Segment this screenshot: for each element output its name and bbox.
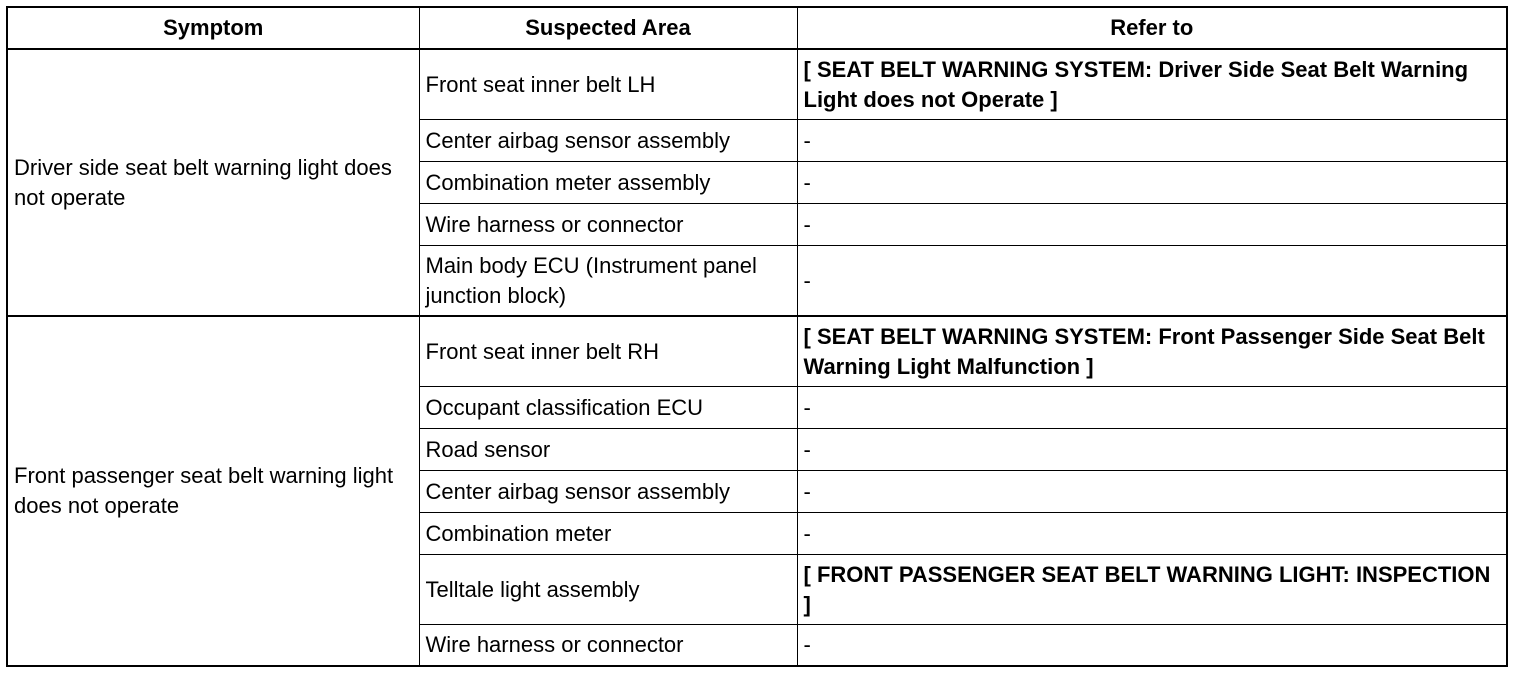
symptom-cell: Front passenger seat belt warning light does not operate xyxy=(7,316,419,666)
suspected-area-cell: Center airbag sensor assembly xyxy=(419,120,797,162)
suspected-area-cell: Combination meter assembly xyxy=(419,162,797,204)
refer-to-cell: - xyxy=(797,429,1507,471)
problem-symptoms-table xyxy=(6,6,1508,667)
suspected-area-cell: Telltale light assembly xyxy=(419,555,797,625)
suspected-area-cell: Wire harness or connector xyxy=(419,204,797,246)
table-row xyxy=(7,49,1507,120)
suspected-area-cell: Center airbag sensor assembly xyxy=(419,471,797,513)
header-refer-to: Refer to xyxy=(797,7,1507,49)
suspected-area-cell: Front seat inner belt LH xyxy=(419,49,797,120)
header-suspected-area: Suspected Area xyxy=(419,7,797,49)
table-row xyxy=(7,316,1507,387)
refer-to-link[interactable]: [ SEAT BELT WARNING SYSTEM: Front Passenger Side Seat Belt Warning Light Malfunction ] xyxy=(797,316,1507,387)
refer-to-cell: - xyxy=(797,625,1507,667)
header-symptom: Symptom xyxy=(7,7,419,49)
refer-to-cell: - xyxy=(797,471,1507,513)
suspected-area-cell: Front seat inner belt RH xyxy=(419,316,797,387)
refer-to-cell: - xyxy=(797,246,1507,317)
suspected-area-cell: Combination meter xyxy=(419,513,797,555)
suspected-area-cell: Wire harness or connector xyxy=(419,625,797,667)
refer-to-cell: - xyxy=(797,387,1507,429)
refer-to-cell: - xyxy=(797,204,1507,246)
header-row xyxy=(7,7,1507,49)
suspected-area-cell: Main body ECU (Instrument panel junction block) xyxy=(419,246,797,317)
symptom-cell: Driver side seat belt warning light does not operate xyxy=(7,49,419,316)
refer-to-cell: - xyxy=(797,120,1507,162)
refer-to-cell: - xyxy=(797,513,1507,555)
refer-to-link[interactable]: [ SEAT BELT WARNING SYSTEM: Driver Side Seat Belt Warning Light does not Operate ] xyxy=(797,49,1507,120)
refer-to-link[interactable]: [ FRONT PASSENGER SEAT BELT WARNING LIGHT: INSPECTION ] xyxy=(797,555,1507,625)
suspected-area-cell: Road sensor xyxy=(419,429,797,471)
refer-to-cell: - xyxy=(797,162,1507,204)
suspected-area-cell: Occupant classification ECU xyxy=(419,387,797,429)
